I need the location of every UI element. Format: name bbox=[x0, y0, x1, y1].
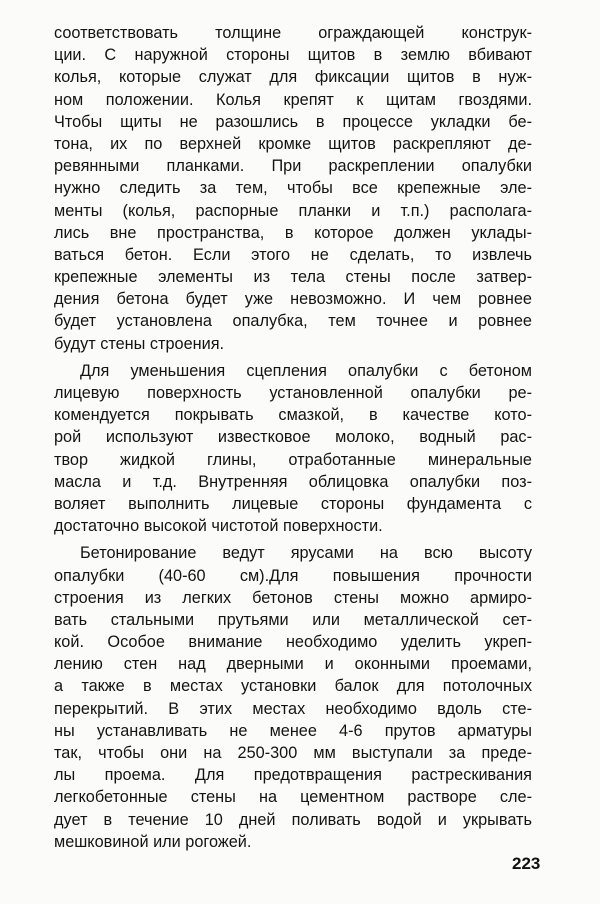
text-line: ции. С наружной стороны щитов в землю вбивают bbox=[54, 46, 532, 65]
text-line: Бетонирование ведут ярусами на всю высоту bbox=[80, 544, 532, 563]
text-line: лы проема. Для предотвращения растрескивания bbox=[54, 766, 532, 785]
paragraph-1 bbox=[54, 22, 532, 355]
body-text bbox=[54, 22, 532, 853]
text-line: менты (колья, распорные планки и т.п.) располага- bbox=[54, 201, 532, 220]
text-line: будет установлена опалубка, тем точнее и ровнее bbox=[54, 312, 532, 331]
text-line: ревянными планками. При раскреплении опалубки bbox=[54, 157, 532, 176]
text-line: колья, которые служат для фиксации щитов в нуж- bbox=[54, 68, 532, 87]
text-line: Чтобы щиты не разошлись в процессе укладки бе- bbox=[54, 112, 532, 131]
text-line: строения из легких бетонов стены можно армиро- bbox=[54, 588, 532, 607]
text-line: кой. Особое внимание необходимо уделить укреп- bbox=[54, 633, 532, 652]
text-line: дения бетона будет уже невозможно. И чем ровнее bbox=[54, 290, 532, 309]
text-line: а также в местах установки балок для потолочных bbox=[54, 677, 532, 696]
text-line: лению стен над дверными и оконными проемами, bbox=[54, 655, 532, 674]
text-line: вать стальными прутьями или металлической сет- bbox=[54, 610, 532, 629]
text-line: масла и т.д. Внутренняя облицовка опалубки поз- bbox=[54, 472, 532, 491]
text-line: соответствовать толщине ограждающей конструк- bbox=[54, 24, 532, 42]
paragraph-3 bbox=[54, 542, 532, 853]
text-line: будут стены строения. bbox=[54, 334, 225, 353]
text-line: лись вне пространства, в которое должен уклады- bbox=[54, 223, 532, 242]
text-line: нужно следить за тем, чтобы все крепежные эле- bbox=[54, 179, 532, 198]
text-line: ваться бетон. Если этого не сделать, то извлечь bbox=[54, 245, 532, 264]
text-line: ны устанавливать не менее 4-6 прутов арматуры bbox=[54, 721, 532, 740]
text-line: опалубки (40-60 см).Для повышения прочности bbox=[54, 566, 532, 585]
text-line: так, чтобы они на 250-300 мм выступали за преде- bbox=[54, 744, 532, 762]
text-line: твор жидкой глины, отработанные минеральные bbox=[54, 450, 532, 469]
text-line: мешковиной или рогожей. bbox=[54, 832, 252, 851]
text-line: Для уменьшения сцепления опалубки с бетоном bbox=[80, 361, 532, 380]
page-number: 223 bbox=[512, 854, 541, 873]
text-line: дует в течение 10 дней поливать водой и укрывать bbox=[54, 810, 532, 829]
text-line: достаточно высокой чистотой поверхности. bbox=[54, 517, 383, 536]
text-line: легкобетонные стены на цементном растворе сле- bbox=[54, 788, 532, 807]
text-line: комендуется покрывать смазкой, в качестве кото- bbox=[54, 406, 532, 425]
paragraph-2 bbox=[54, 360, 532, 538]
text-line: воляет выполнить лицевые стороны фундамента с bbox=[54, 494, 532, 513]
text-line: рой используют известковое молоко, водный рас- bbox=[54, 428, 532, 447]
text-line: ном положении. Колья крепят к щитам гвоздями. bbox=[54, 90, 532, 109]
text-line: тона, их по верхней кромке щитов раскрепляют де- bbox=[54, 134, 532, 153]
text-line: перекрытий. В этих местах необходимо вдоль сте- bbox=[54, 699, 532, 718]
text-line: лицевую поверхность установленной опалубки ре- bbox=[54, 384, 532, 402]
text-line: крепежные элементы из тела стены после затвер- bbox=[54, 268, 532, 287]
